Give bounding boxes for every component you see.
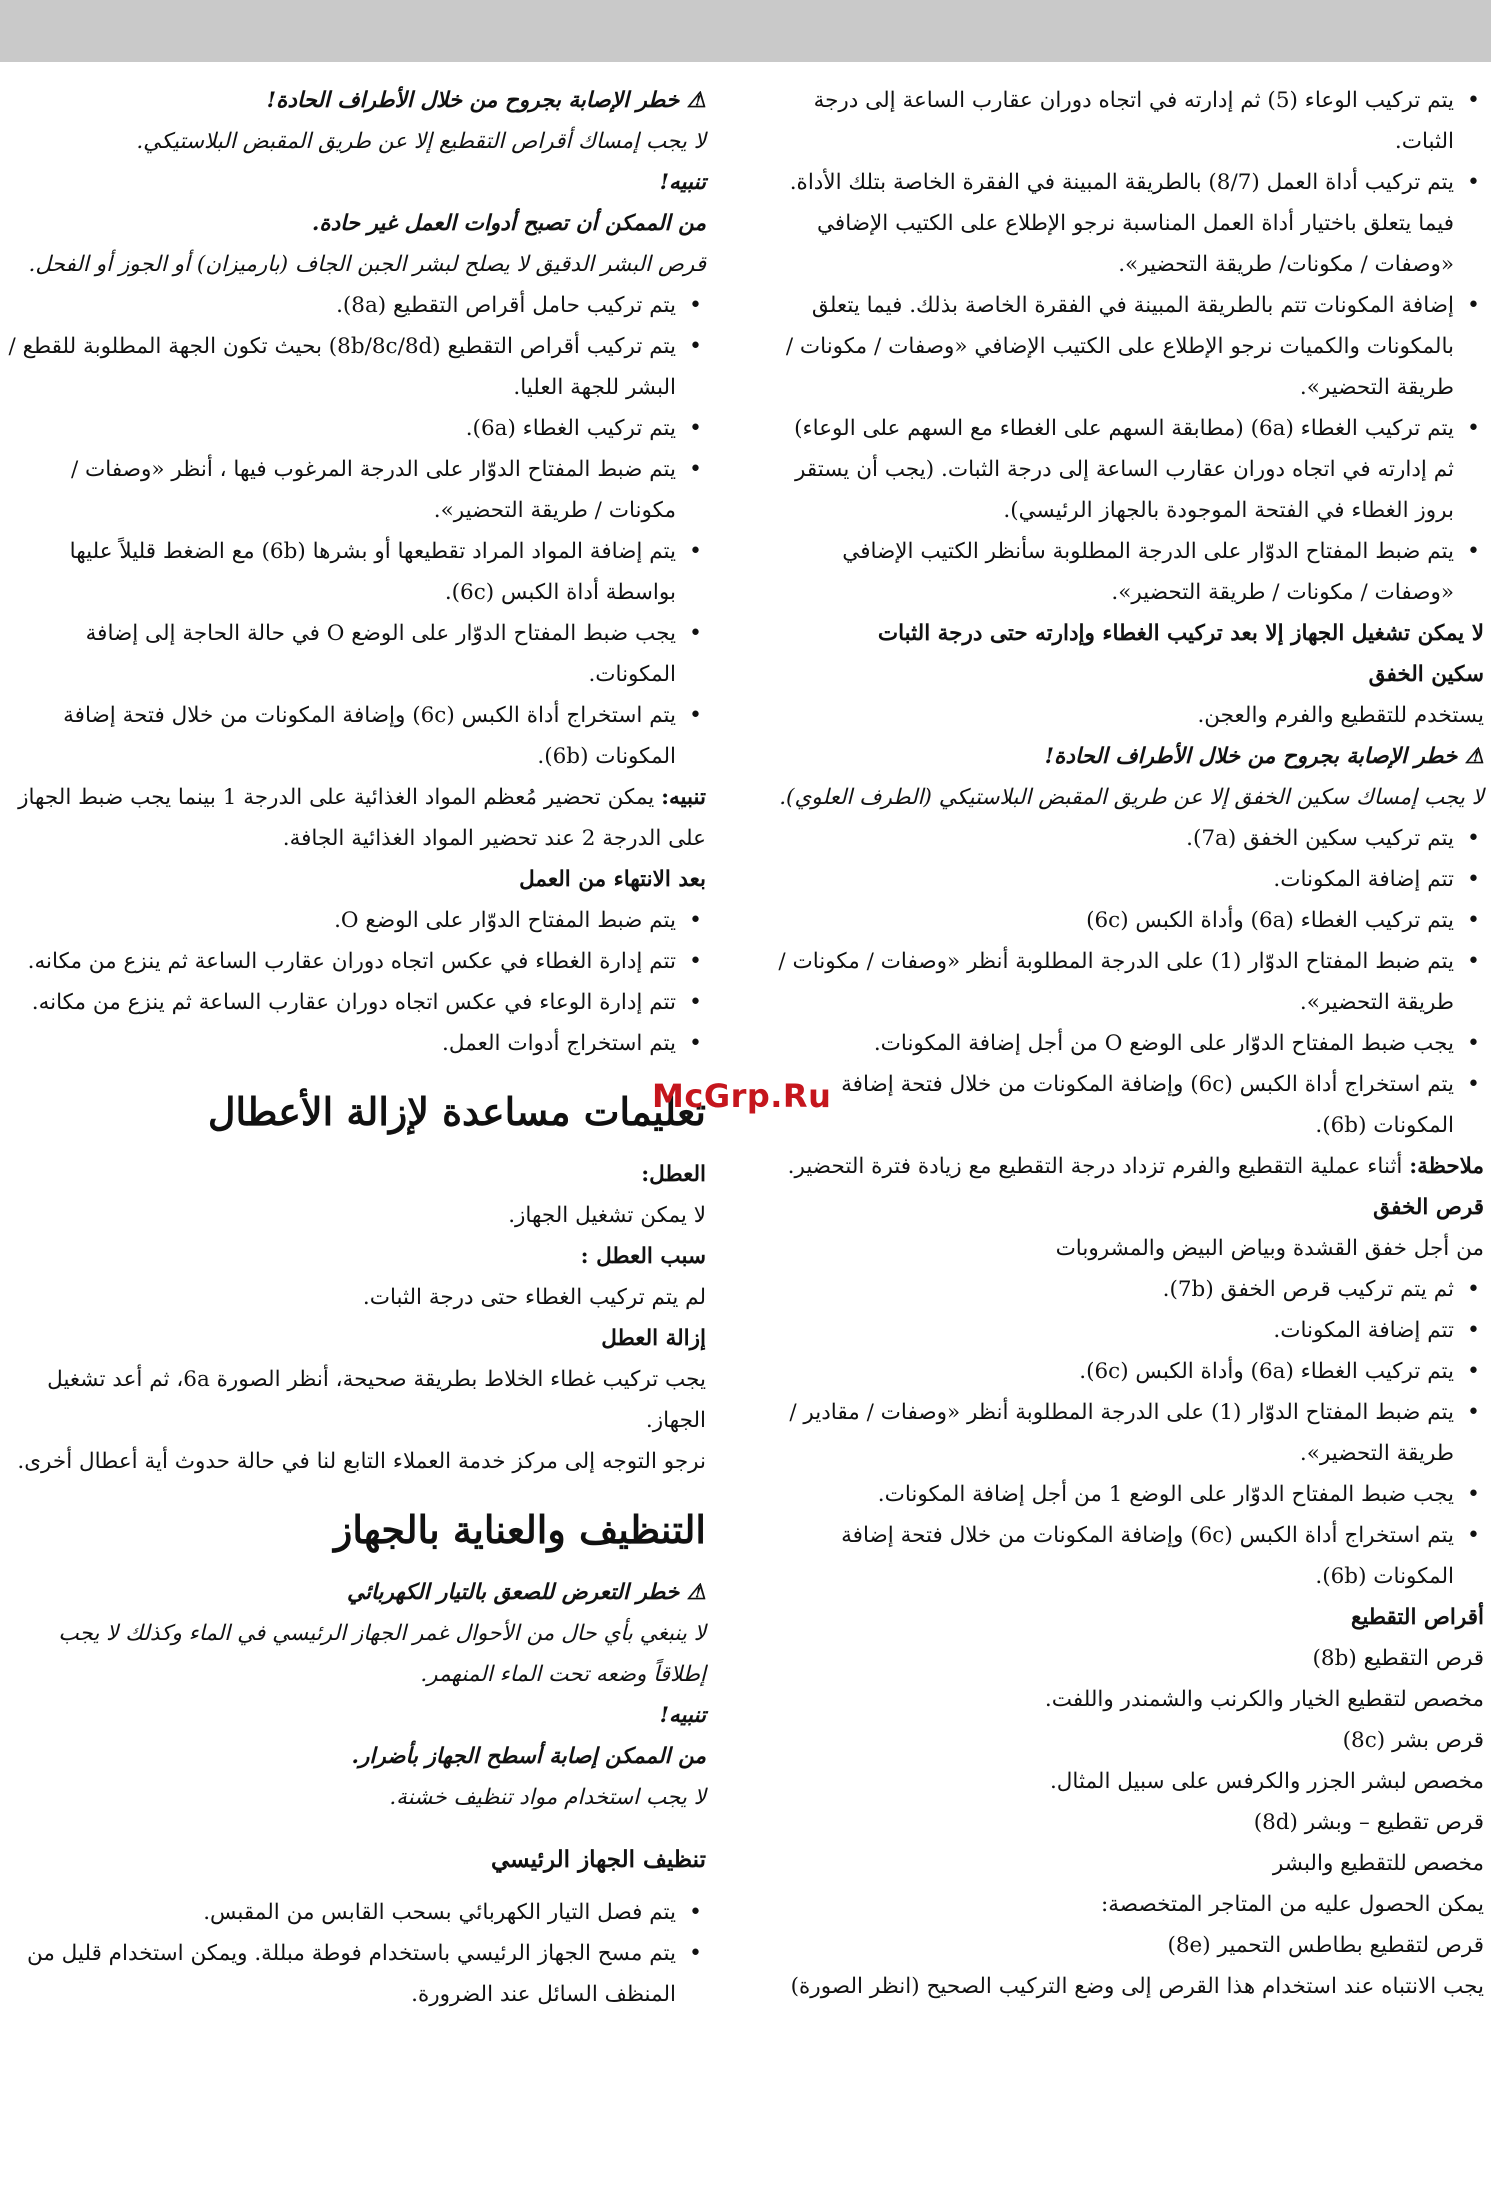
left-column bbox=[0, 80, 706, 2015]
bullet-item: • يتم تركيب أداة العمل (8/7) بالطريقة المبينة في الفقرة الخاصة بتلك الأداة. فيما يتعلق باختيار أداة العمل المناسبة نرجو الإطلاع على الكتيب الإضافي «وصفات / مكونات/ طريقة التحضير». bbox=[778, 162, 1484, 285]
warning-heading: تنبيه! bbox=[659, 170, 706, 195]
warning-heading: ⚠ خطر الإصابة بجروح من خلال الأطراف الحادة! bbox=[266, 88, 706, 113]
warning-heading: تنبيه! bbox=[659, 1703, 706, 1728]
watermark: McGrp.Ru bbox=[652, 1077, 832, 1115]
bullet-item: • يتم استخراج أداة الكبس (6c) وإضافة المكونات من خلال فتحة إضافة المكونات (6b). bbox=[778, 1064, 1484, 1146]
body-text: يمكن الحصول عليه من المتاجر المتخصصة: bbox=[1101, 1892, 1484, 1917]
bullet-item: • يتم ضبط المفتاح الدوّار على الدرجة المرغوب فيها ، أنظر «وصفات / مكونات / طريقة التحضير». bbox=[0, 449, 706, 531]
bold-heading: سكين الخفق bbox=[1368, 662, 1484, 687]
subsection-heading: تنظيف الجهاز الرئيسي bbox=[490, 1846, 706, 1873]
body-text: من أجل خفق القشدة وبياض البيض والمشروبات bbox=[1055, 1236, 1484, 1261]
section-heading: تعليمات مساعدة لإزالة الأعطال bbox=[207, 1089, 706, 1134]
italic-text: لا ينبغي بأي حال من الأحوال غمر الجهاز الرئيسي في الماء وكذلك لا يجب إطلاقاً وضعه تحت الماء المنهمر. bbox=[58, 1621, 706, 1687]
body-text: قرص لتقطيع بطاطس التحمير (8e) bbox=[1167, 1933, 1484, 1958]
bullet-item: • تتم إضافة المكونات. bbox=[778, 859, 1484, 900]
bullet-item: • يجب ضبط المفتاح الدوّار على الوضع O من أجل إضافة المكونات. bbox=[778, 1023, 1484, 1064]
bullet-item: • يتم ضبط المفتاح الدوّار على الوضع O. bbox=[0, 900, 706, 941]
note-label: تنبيه: bbox=[661, 785, 706, 810]
bullet-item: • يتم تركيب الغطاء (6a) (مطابقة السهم على الغطاء مع السهم على الوعاء) ثم إدارته في اتجاه دوران عقارب الساعة إلى درجة الثبات. (يجب أن يستقر بروز الغطاء في الفتحة الموجودة بالجهاز الرئيسي). bbox=[778, 408, 1484, 531]
body-text: قرص تقطيع – وبشر (8d) bbox=[1253, 1810, 1484, 1835]
note-label: ملاحظة: bbox=[1409, 1154, 1484, 1179]
warning-heading: ⚠ خطر الإصابة بجروح من خلال الأطراف الحادة! bbox=[1044, 744, 1484, 769]
bullet-item: • يتم استخراج أداة الكبس (6c) وإضافة المكونات من خلال فتحة إضافة المكونات (6b). bbox=[778, 1515, 1484, 1597]
note-text: أثناء عملية التقطيع والفرم تزداد درجة التقطيع مع زيادة فترة التحضير. bbox=[787, 1154, 1410, 1179]
note-text: يمكن تحضير مُعظم المواد الغذائية على الدرجة 1 بينما يجب ضبط الجهاز على الدرجة 2 عند تحضير المواد الغذائية الجافة. bbox=[18, 785, 706, 851]
bold-heading: سبب العطل : bbox=[580, 1244, 706, 1269]
bullet-item: • يتم فصل التيار الكهربائي بسحب القابس من المقبس. bbox=[0, 1892, 706, 1933]
bullet-item: • تتم إدارة الوعاء في عكس اتجاه دوران عقارب الساعة ثم ينزع من مكانه. bbox=[0, 982, 706, 1023]
body-text: لا يمكن تشغيل الجهاز. bbox=[508, 1203, 706, 1228]
bullet-item: • يجب ضبط المفتاح الدوّار على الوضع O في حالة الحاجة إلى إضافة المكونات. bbox=[0, 613, 706, 695]
bullet-item: • يتم تركيب أقراص التقطيع (8b/8c/8d) بحيث تكون الجهة المطلوبة للقطع / البشر للجهة العليا. bbox=[0, 326, 706, 408]
bullet-item: • يتم تركيب حامل أقراص التقطيع (8a). bbox=[0, 285, 706, 326]
bold-heading: أقراص التقطيع bbox=[1350, 1605, 1484, 1630]
italic-text: لا يجب إمساك أقراص التقطيع إلا عن طريق المقبض البلاستيكي. bbox=[136, 129, 706, 154]
body-text: مخصص لتقطيع الخيار والكرنب والشمندر واللفت. bbox=[1044, 1687, 1484, 1712]
bold-heading: قرص الخفق bbox=[1373, 1195, 1484, 1220]
note-paragraph bbox=[778, 1146, 1484, 1187]
bullet-item: • ثم يتم تركيب قرص الخفق (7b). bbox=[778, 1269, 1484, 1310]
bullet-item: • يتم ضبط المفتاح الدوّار (1) على الدرجة المطلوبة أنظر «وصفات / مقادير / طريقة التحضير». bbox=[778, 1392, 1484, 1474]
bullet-item: • يجب ضبط المفتاح الدوّار على الوضع 1 من أجل إضافة المكونات. bbox=[778, 1474, 1484, 1515]
bullet-item: • يتم تركيب الغطاء (6a) وأداة الكبس (6c) bbox=[778, 900, 1484, 941]
body-text: مخصص للتقطيع والبشر bbox=[1272, 1851, 1484, 1876]
section-heading: التنظيف والعناية بالجهاز bbox=[333, 1507, 706, 1552]
bold-heading: بعد الانتهاء من العمل bbox=[519, 867, 706, 892]
bullet-item: • يتم تركيب سكين الخفق (7a). bbox=[778, 818, 1484, 859]
body-text: يستخدم للتقطيع والفرم والعجن. bbox=[1197, 703, 1484, 728]
bullet-item: • يتم تركيب الوعاء (5) ثم إدارته في اتجاه دوران عقارب الساعة إلى درجة الثبات. bbox=[778, 80, 1484, 162]
bold-heading: لا يمكن تشغيل الجهاز إلا بعد تركيب الغطاء وإدارته حتى درجة الثبات bbox=[877, 621, 1484, 646]
italic-text: لا يجب إمساك سكين الخفق إلا عن طريق المقبض البلاستيكي (الطرف العلوي). bbox=[779, 785, 1484, 810]
body-text: لم يتم تركيب الغطاء حتى درجة الثبات. bbox=[362, 1285, 706, 1310]
warning-heading: من الممكن إصابة أسطح الجهاز بأضرار. bbox=[351, 1744, 706, 1769]
bold-heading: العطل: bbox=[641, 1162, 706, 1187]
italic-text: قرص البشر الدقيق لا يصلح لبشر الجبن الجاف (بارميزان) أو الجوز أو الفحل. bbox=[28, 252, 706, 277]
bullet-item: • يتم استخراج أدوات العمل. bbox=[0, 1023, 706, 1064]
bullet-item: • يتم مسح الجهاز الرئيسي باستخدام فوطة مبللة. ويمكن استخدام قليل من المنظف السائل عند الضرورة. bbox=[0, 1933, 706, 2015]
italic-text: لا يجب استخدام مواد تنظيف خشنة. bbox=[389, 1785, 706, 1810]
top-gray-bar bbox=[0, 0, 1491, 62]
body-text: يجب الانتباه عند استخدام هذا القرص إلى وضع التركيب الصحيح (انظر الصورة) bbox=[790, 1974, 1484, 1999]
body-text: يجب تركيب غطاء الخلاط بطريقة صحيحة، أنظر الصورة 6a، ثم أعد تشغيل الجهاز. bbox=[47, 1367, 706, 1433]
body-text: قرص بشر (8c) bbox=[1342, 1728, 1484, 1753]
body-text: قرص التقطيع (8b) bbox=[1312, 1646, 1484, 1671]
warning-heading: ⚠ خطر التعرض للصعق بالتيار الكهربائي bbox=[347, 1580, 706, 1605]
right-column bbox=[778, 80, 1484, 2007]
bold-heading: إزالة العطل bbox=[601, 1326, 706, 1351]
bullet-item: • يتم تركيب الغطاء (6a) وأداة الكبس (6c). bbox=[778, 1351, 1484, 1392]
bullet-item: • تتم إدارة الغطاء في عكس اتجاه دوران عقارب الساعة ثم ينزع من مكانه. bbox=[0, 941, 706, 982]
bullet-item: • يتم ضبط المفتاح الدوّار (1) على الدرجة المطلوبة أنظر «وصفات / مكونات / طريقة التحضير». bbox=[778, 941, 1484, 1023]
bullet-item: • يتم تركيب الغطاء (6a). bbox=[0, 408, 706, 449]
bullet-item: • يتم ضبط المفتاح الدوّار على الدرجة المطلوبة سأنظر الكتيب الإضافي «وصفات / مكونات / طريقة التحضير». bbox=[778, 531, 1484, 613]
bullet-item: • تتم إضافة المكونات. bbox=[778, 1310, 1484, 1351]
body-text: مخصص لبشر الجزر والكرفس على سبيل المثال. bbox=[1049, 1769, 1484, 1794]
bullet-item: • يتم إضافة المواد المراد تقطيعها أو بشرها (6b) مع الضغط قليلاً عليها بواسطة أداة الكبس (6c). bbox=[0, 531, 706, 613]
warning-heading: من الممكن أن تصبح أدوات العمل غير حادة. bbox=[311, 211, 706, 236]
bullet-item: • إضافة المكونات تتم بالطريقة المبينة في الفقرة الخاصة بذلك. فيما يتعلق بالمكونات والكميات نرجو الإطلاع على الكتيب الإضافي «وصفات / مكونات / طريقة التحضير». bbox=[778, 285, 1484, 408]
body-text: نرجو التوجه إلى مركز خدمة العملاء التابع لنا في حالة حدوث أية أعطال أخرى. bbox=[17, 1449, 706, 1474]
note-paragraph bbox=[0, 777, 706, 859]
bullet-item: • يتم استخراج أداة الكبس (6c) وإضافة المكونات من خلال فتحة إضافة المكونات (6b). bbox=[0, 695, 706, 777]
